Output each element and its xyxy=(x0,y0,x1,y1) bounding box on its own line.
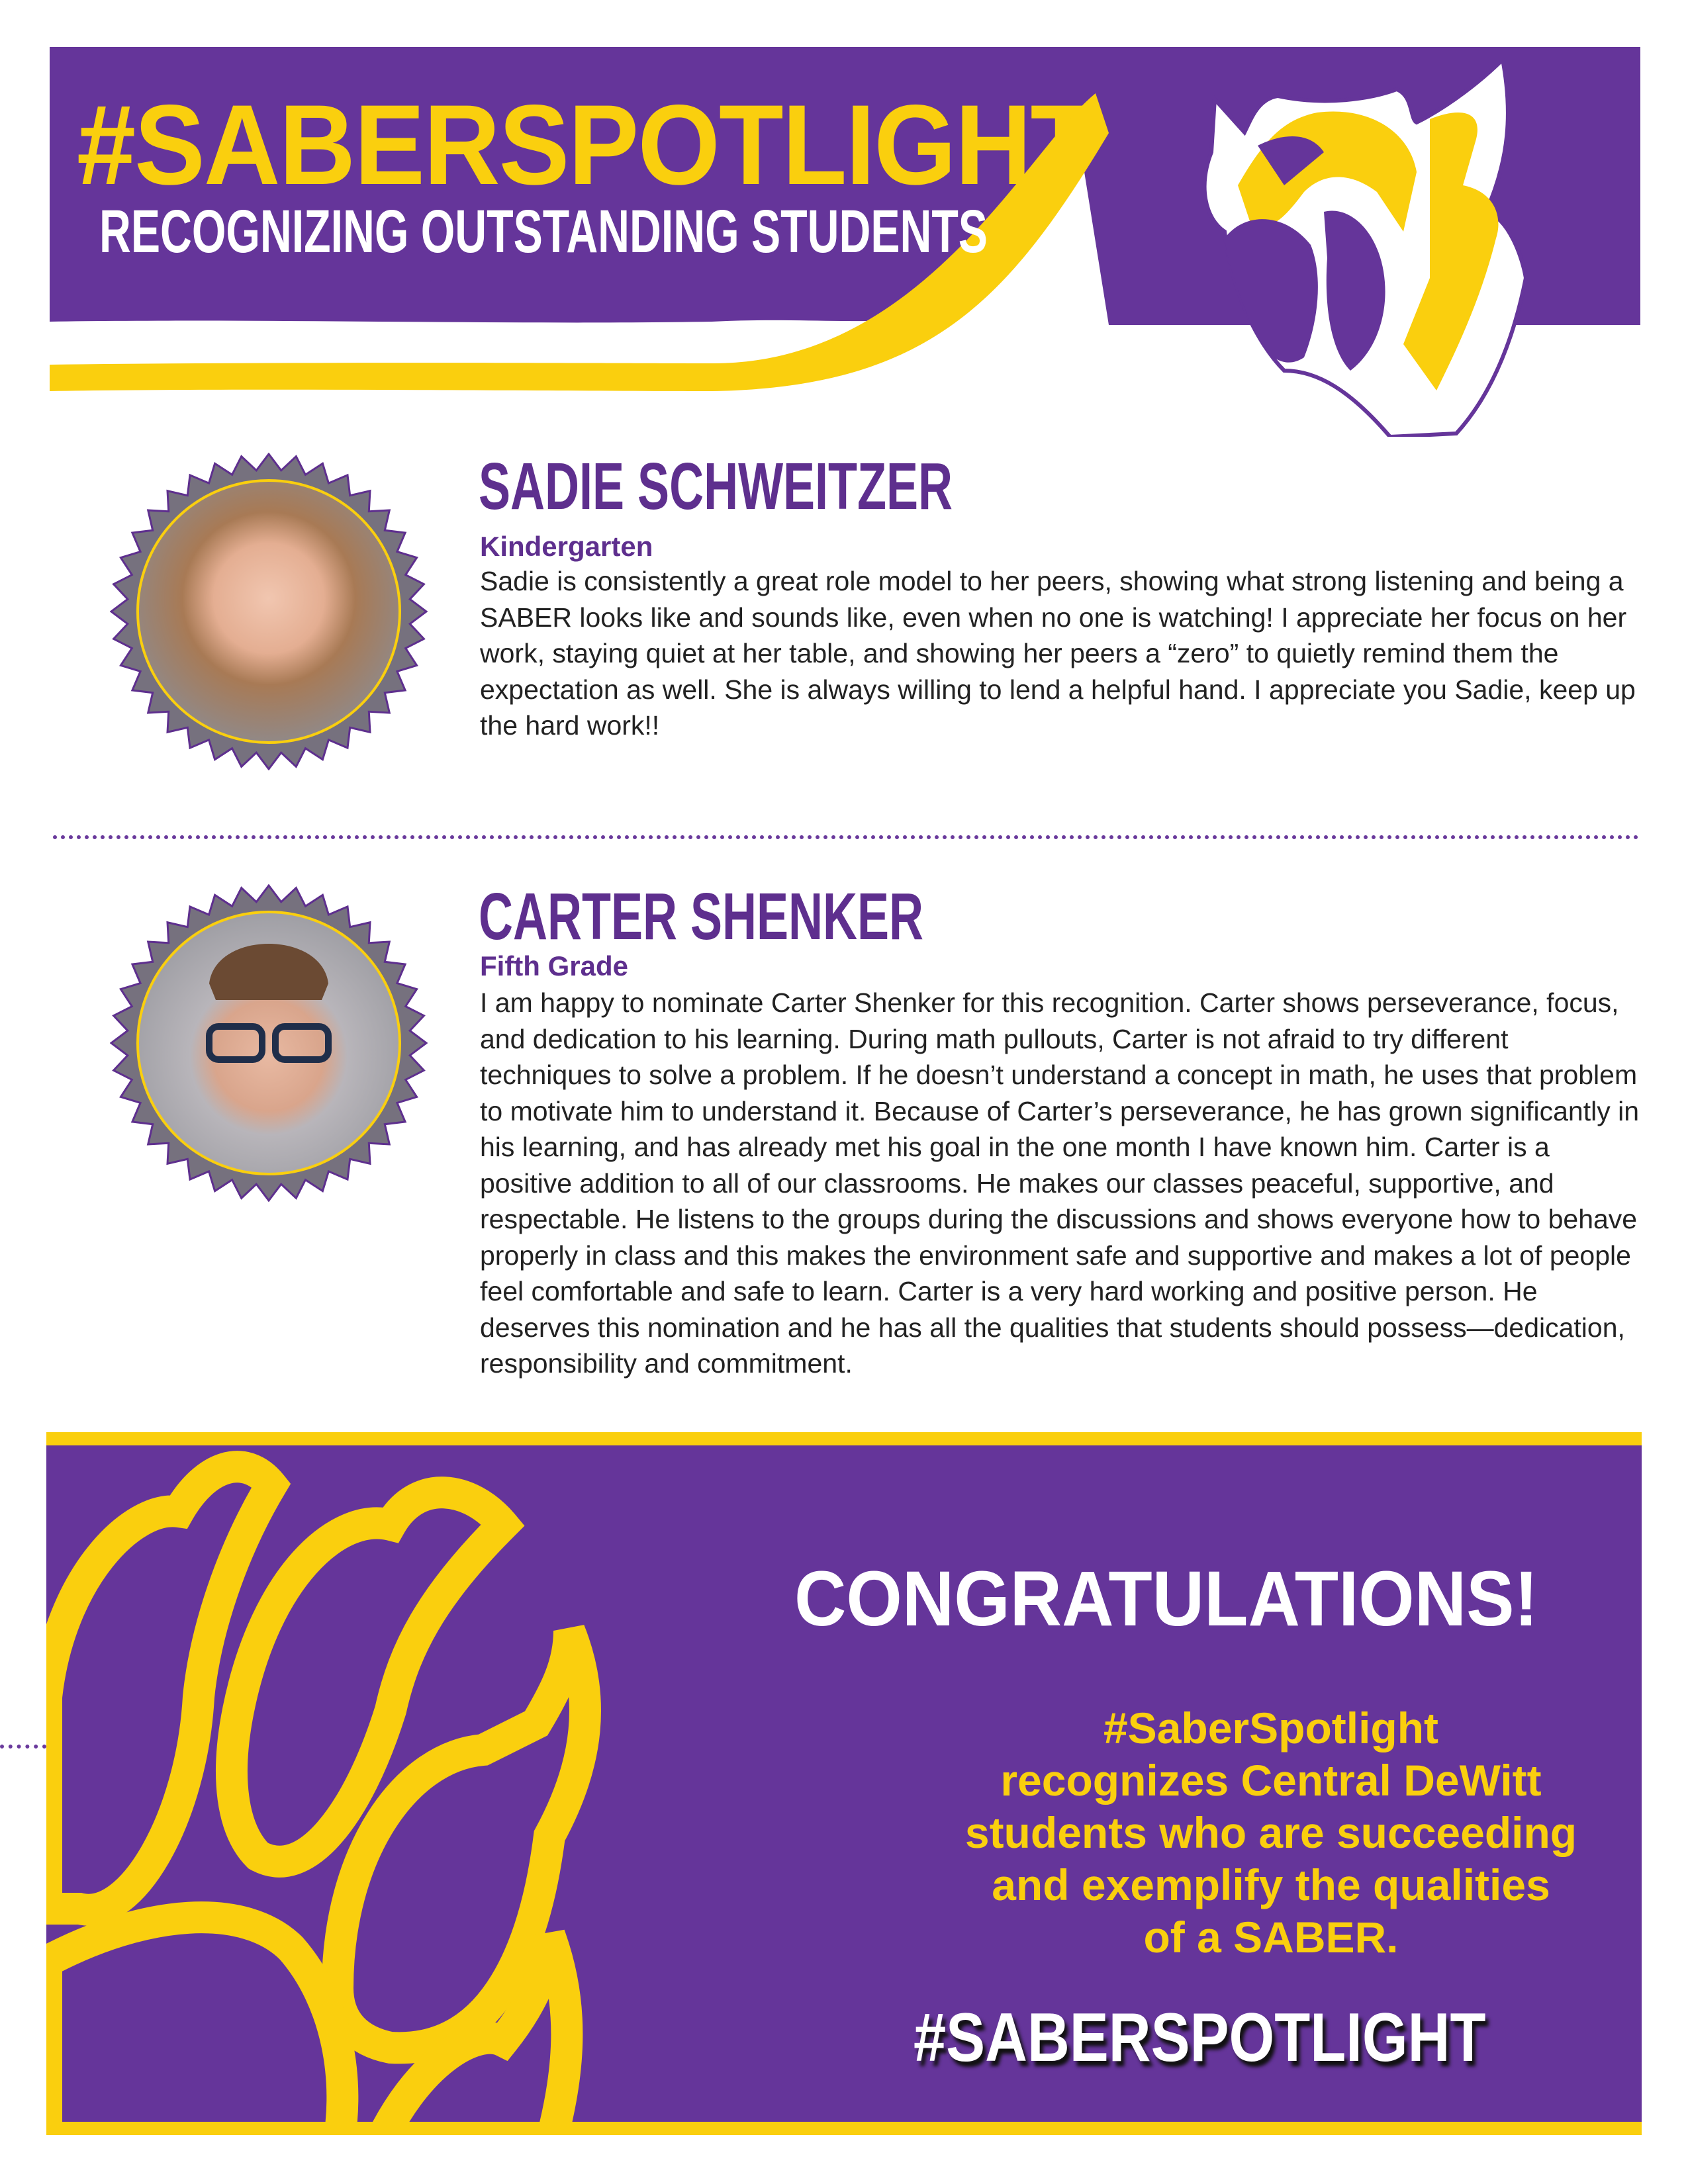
message-line: students who are succeeding xyxy=(964,1808,1577,1857)
student-name: SADIE SCHWEITZER xyxy=(479,449,953,523)
congratulations-heading: CONGRATULATIONS! xyxy=(794,1555,1538,1643)
student-grade: Kindergarten xyxy=(480,531,653,562)
message-line: of a SABER. xyxy=(1143,1913,1399,1962)
tiger-mascot-logo xyxy=(1152,60,1628,437)
message-line: #SaberSpotlight xyxy=(1103,1704,1439,1752)
student-description: I am happy to nominate Carter Shenker for this recognition. Carter shows perseverance, focus, and dedication to his learning. During math pullouts, Carter is not afraid to try different techniques to solve a problem. If he doesn’t understand a concept in math, he uses that problem to motivate him to understand it. Because of Carter’s perseverance, he has grown significantly in his learning, and has already met his goal in the one month I have known him. Carter is a positive addition to all of our classrooms. He makes our classes peaceful, supportive, and respectable. He listens to the groups during the discussions and shows everyone how to behave properly in class and this makes the environment safe and supportive and makes a lot of people feel comfortable and safe to learn. Carter is a very hard working and positive person. He deserves this nomination and he has all the qualities that students should possess—dedication, responsibility and commitment. xyxy=(480,987,1640,1379)
spotlight-message xyxy=(927,1702,1615,1964)
student-photo-sadie xyxy=(110,453,428,770)
message-line: and exemplify the qualities xyxy=(992,1860,1550,1909)
student-grade: Fifth Grade xyxy=(480,950,629,981)
student-description: Sadie is consistently a great role model to her peers, showing what strong listening and being a SABER looks like and sounds like, even when no one is watching! I appreciate her focus on her work, staying quiet at her table, and showing her peers a “zero” to quietly remind them the expectation as well. She is always willing to lend a helpful hand. I appreciate you Sadie, keep up the hard work!! xyxy=(480,566,1636,741)
message-line: recognizes Central DeWitt xyxy=(1000,1756,1542,1805)
footer-hashtag: #SABERSPOTLIGHT xyxy=(914,1999,1486,2076)
page-title: #SABERSPOTLIGHT xyxy=(77,81,1094,208)
student-name: CARTER SHENKER xyxy=(479,880,924,954)
divider-continuation xyxy=(0,1745,46,1749)
page-subtitle: RECOGNIZING OUTSTANDING STUDENTS xyxy=(99,198,988,265)
section-divider xyxy=(53,835,1639,839)
student-photo-carter xyxy=(110,884,428,1202)
